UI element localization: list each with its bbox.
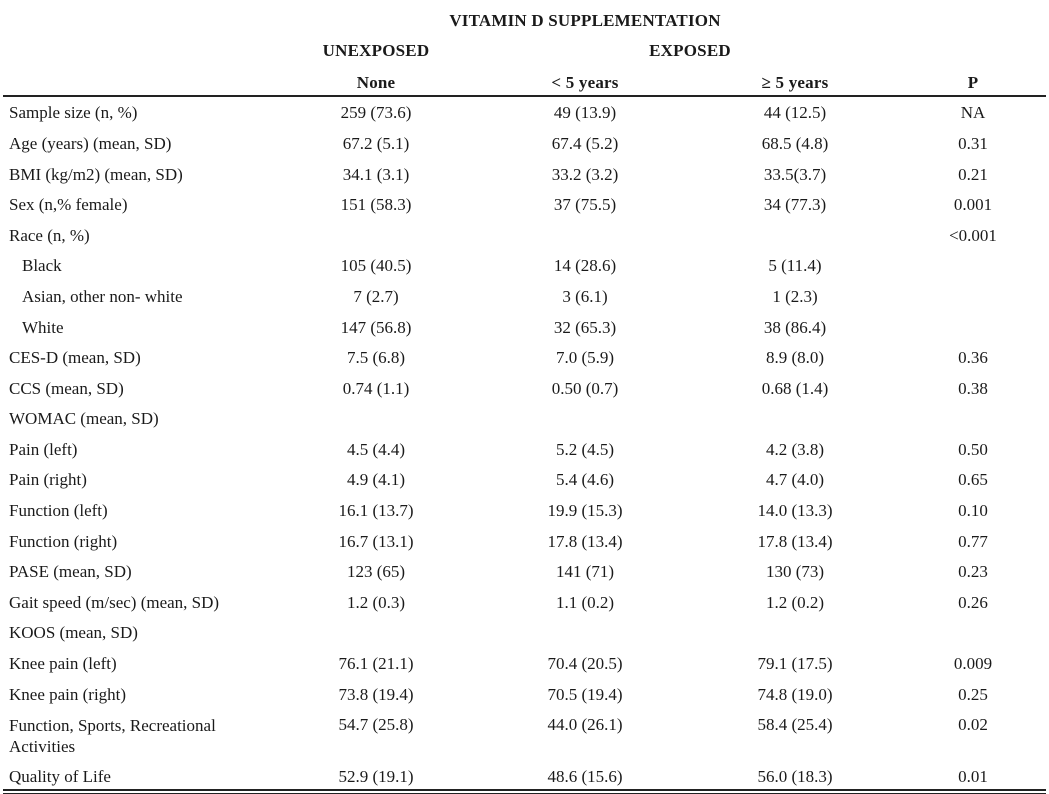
cell-p: 0.001 [953,195,993,214]
cell-lt5: 17.8 (13.4) [547,532,623,551]
cell-none: 1.2 (0.3) [346,593,406,612]
row-label: Sample size (n, %) [9,103,138,122]
cell-lt5: 1.1 (0.2) [555,593,615,612]
cell-lt5: 7.0 (5.9) [555,348,615,367]
cell-none: 16.1 (13.7) [338,501,414,520]
cell-none: 105 (40.5) [340,256,412,275]
cell-none: 151 (58.3) [340,195,412,214]
cell-ge5: 1.2 (0.2) [765,593,825,612]
cell-ge5: 130 (73) [765,562,825,581]
cell-lt5: 32 (65.3) [553,318,617,337]
cell-ge5: 58.4 (25.4) [757,715,833,734]
cell-ge5: 5 (11.4) [768,256,822,275]
cell-none: 7.5 (6.8) [346,348,406,367]
cell-none: 0.74 (1.1) [342,379,410,398]
cell-p: 0.25 [958,685,988,704]
row-label: KOOS (mean, SD) [9,623,138,642]
bottom-rule-1 [3,789,1046,791]
cell-none: 16.7 (13.1) [338,532,414,551]
cell-lt5: 49 (13.9) [553,103,617,122]
cell-none: 76.1 (21.1) [338,654,414,673]
cell-ge5: 56.0 (18.3) [757,767,833,786]
cell-ge5: 14.0 (13.3) [757,501,833,520]
cell-lt5: 141 (71) [555,562,615,581]
cell-none: 147 (56.8) [340,318,412,337]
cell-p: 0.02 [958,715,988,734]
cell-ge5: 4.7 (4.0) [765,470,825,489]
row-label: PASE (mean, SD) [9,562,132,581]
cell-none: 73.8 (19.4) [338,685,414,704]
cell-lt5: 5.2 (4.5) [555,440,615,459]
row-label: WOMAC (mean, SD) [9,409,159,428]
row-label: Knee pain (left) [9,654,117,673]
row-label: Function (left) [9,501,108,520]
cell-lt5: 14 (28.6) [553,256,617,275]
row-label: Gait speed (m/sec) (mean, SD) [9,593,220,612]
col-header-ge5: ≥ 5 years [761,73,829,92]
cell-p: 0.31 [958,134,988,153]
cell-none: 34.1 (3.1) [342,165,410,184]
cell-p: NA [960,103,986,122]
cell-none: 67.2 (5.1) [342,134,410,153]
cell-lt5: 0.50 (0.7) [551,379,619,398]
cell-ge5: 33.5(3.7) [763,165,827,184]
group-exposed-header: EXPOSED [649,41,731,60]
cell-ge5: 68.5 (4.8) [761,134,829,153]
cell-lt5: 67.4 (5.2) [551,134,619,153]
cell-ge5: 34 (77.3) [763,195,827,214]
cell-lt5: 19.9 (15.3) [547,501,623,520]
row-label: Black [22,256,62,275]
header-rule [3,95,1046,97]
cell-none: 7 (2.7) [353,287,399,306]
col-header-p: P [967,73,979,92]
cell-p: 0.21 [958,165,988,184]
row-label: Pain (left) [9,440,78,459]
cell-p: 0.23 [958,562,988,581]
row-label: Race (n, %) [9,226,90,245]
cell-none: 4.5 (4.4) [346,440,406,459]
cell-none: 259 (73.6) [340,103,412,122]
row-label: BMI (kg/m2) (mean, SD) [9,165,183,184]
table-title: VITAMIN D SUPPLEMENTATION [449,11,721,30]
cell-ge5: 79.1 (17.5) [757,654,833,673]
cell-lt5: 44.0 (26.1) [547,715,623,734]
cell-p: 0.26 [958,593,988,612]
cell-lt5: 3 (6.1) [562,287,608,306]
cell-p: 0.65 [958,470,988,489]
cell-lt5: 37 (75.5) [553,195,617,214]
cell-ge5: 0.68 (1.4) [761,379,829,398]
row-label: Function (right) [9,532,118,551]
cell-p: 0.36 [958,348,988,367]
cell-ge5: 44 (12.5) [763,103,827,122]
row-label: White [22,318,64,337]
cell-p: 0.10 [958,501,988,520]
cell-none: 52.9 (19.1) [338,767,414,786]
cell-ge5: 8.9 (8.0) [765,348,825,367]
row-label: Quality of Life [9,767,111,786]
cell-lt5: 5.4 (4.6) [555,470,615,489]
row-label: Pain (right) [9,470,87,489]
cell-none: 54.7 (25.8) [338,715,414,734]
row-label: CCS (mean, SD) [9,379,124,398]
row-label: CES-D (mean, SD) [9,348,141,367]
cell-ge5: 74.8 (19.0) [757,685,833,704]
cell-ge5: 17.8 (13.4) [757,532,833,551]
cell-ge5: 1 (2.3) [772,287,818,306]
row-label: Function, Sports, Recreational Activities [9,716,216,756]
cell-ge5: 4.2 (3.8) [765,440,825,459]
cell-p: <0.001 [949,226,997,245]
cell-ge5: 38 (86.4) [763,318,827,337]
cell-p: 0.01 [958,767,988,786]
cell-lt5: 70.4 (20.5) [547,654,623,673]
cell-p: 0.009 [953,654,993,673]
cell-p: 0.38 [958,379,988,398]
row-label: Age (years) (mean, SD) [9,134,172,153]
cell-p: 0.50 [958,440,988,459]
cell-lt5: 70.5 (19.4) [547,685,623,704]
row-label: Knee pain (right) [9,685,127,704]
col-header-none: None [356,73,396,92]
cell-lt5: 33.2 (3.2) [551,165,619,184]
col-header-lt5: < 5 years [551,73,619,92]
cell-none: 123 (65) [346,562,406,581]
cell-lt5: 48.6 (15.6) [547,767,623,786]
group-unexposed-header: UNEXPOSED [322,41,430,60]
cell-p: 0.77 [958,532,988,551]
cell-none: 4.9 (4.1) [346,470,406,489]
row-label: Sex (n,% female) [9,195,128,214]
row-label: Asian, other non- white [22,287,183,306]
